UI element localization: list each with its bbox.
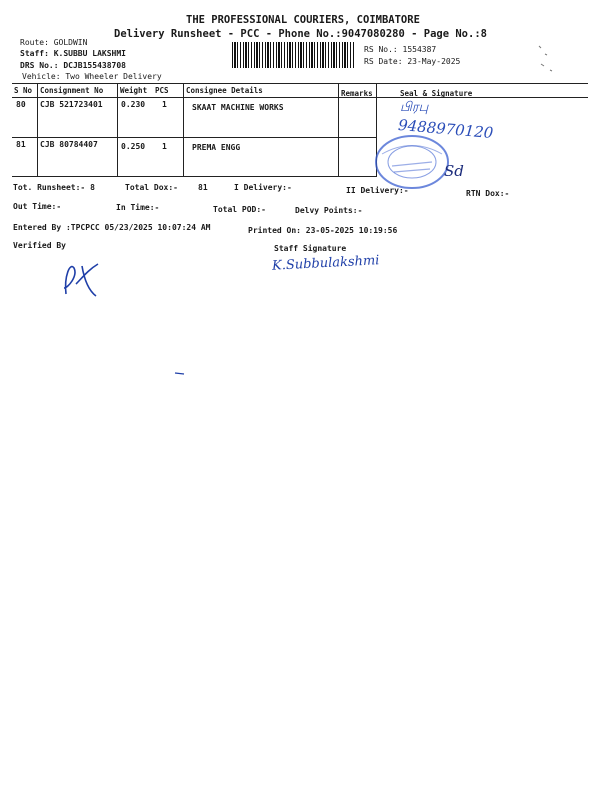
drs-number: DRS No.: DCJB155438708 [20,61,126,70]
col-divider-1 [37,83,38,176]
table-row-weight: 0.230 [121,100,146,109]
seal-handwritten-name: பிரபு [400,100,429,115]
table-header-rule [12,97,588,98]
col-header-sno: S No [14,86,33,95]
table-row-sno: 81 [16,140,26,149]
table-row-consignee: PREMA ENGG [192,143,241,152]
col-divider-4 [338,83,339,176]
col-header-consignee: Consignee Details [186,86,263,95]
staff-handwritten-signature: K.Subbulakshmi [271,253,380,274]
verified-by-label: Verified By [13,241,66,250]
staff-signature-label: Staff Signature [274,244,347,253]
table-bottom-rule [12,176,377,177]
company-stamp-seal [372,132,452,194]
barcode [232,42,354,68]
table-row-consignment: CJB 80784407 [40,140,98,149]
table-row-pcs: 1 [162,142,167,151]
scan-speckle-mark [535,40,559,76]
col-header-seal: Seal & Signature [400,89,473,98]
col-header-consignment: Consignment No [40,86,104,95]
table-row-consignee: SKAAT MACHINE WORKS [192,103,284,112]
in-time-label: In Time:- [116,203,160,212]
table-row-pcs: 1 [162,100,167,109]
col-divider-3 [183,83,184,176]
col-header-remarks: Remarks [341,89,373,98]
printed-on: Printed On: 23-05-2025 10:19:56 [248,226,398,235]
out-time-label: Out Time:- [13,202,62,211]
rs-date: RS Date: 23-May-2025 [364,57,461,66]
delvy-points-label: Delvy Points:- [295,206,363,215]
table-row-rule [12,137,377,138]
rtn-dox-label: RTN Dox:- [466,189,510,198]
col-header-pcs: PCS [155,86,169,95]
seal-initial-signature: Sd [444,162,464,180]
staff-label: Staff: K.SUBBU LAKSHMI [20,49,126,58]
total-pod-label: Total POD:- [213,205,266,214]
runsheet-subtitle: Delivery Runsheet - PCC - Phone No.:9047080280 - Page No.:8 [114,28,487,40]
total-dox-value: 81 [198,183,208,192]
table-row-weight: 0.250 [121,142,146,151]
verifier-signature-mark [58,258,106,300]
table-top-rule [12,83,588,84]
table-row-consignment: CJB 521723401 [40,100,103,109]
vehicle-label: Vehicle: Two Wheeler Delivery [22,72,162,81]
seal-handwritten-phone: 9488970120 [397,115,495,143]
rs-number: RS No.: 1554387 [364,45,437,54]
col-divider-2 [117,83,118,176]
i-delivery-label: I Delivery:- [234,183,292,192]
stray-ink-mark [174,370,186,376]
total-dox-label: Total Dox:- [125,183,178,192]
company-title: THE PROFESSIONAL COURIERS, COIMBATORE [186,14,420,26]
table-row-sno: 80 [16,100,26,109]
route-label: Route: GOLDWIN [20,38,88,47]
total-runsheet: Tot. Runsheet:- 8 [13,183,95,192]
ii-delivery-label: II Delivery:- [346,186,409,195]
entered-by: Entered By :TPCPCC 05/23/2025 10:07:24 AM [13,223,211,232]
col-header-weight: Weight [120,86,148,95]
